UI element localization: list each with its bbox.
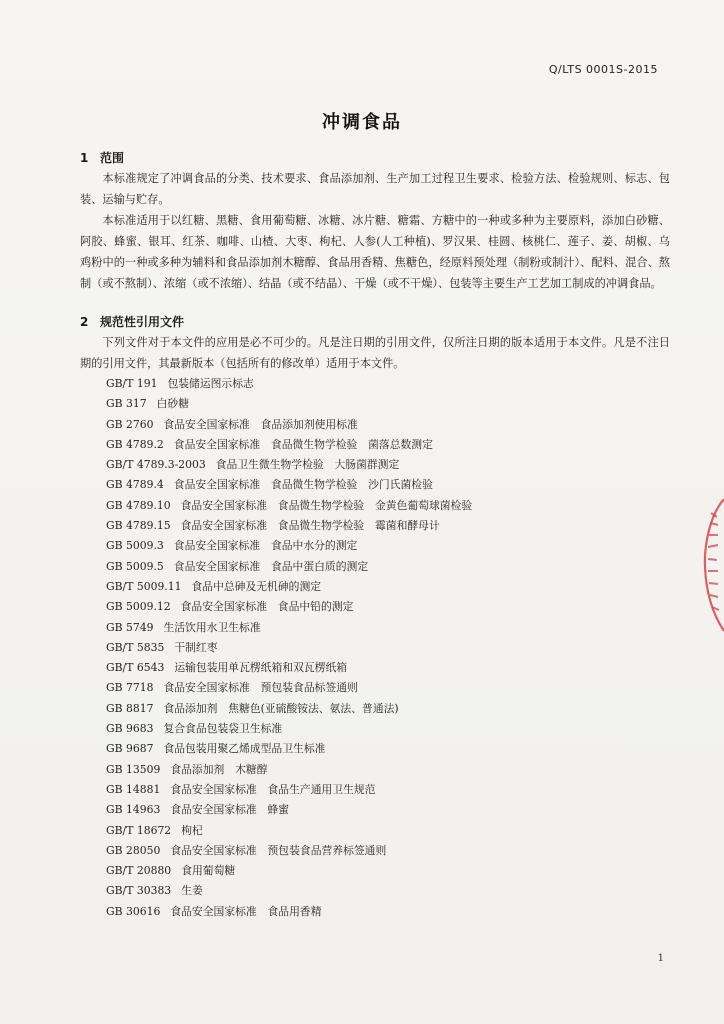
- reference-item: [106, 475, 472, 495]
- reference-title: 食品安全国家标准 食品微生物学检验 霉菌和酵母计: [180, 519, 440, 533]
- reference-item: [106, 374, 472, 394]
- reference-item: [106, 780, 472, 800]
- reference-item: [106, 435, 472, 455]
- reference-code: GB 4789.2: [106, 437, 164, 451]
- reference-item: [106, 394, 472, 414]
- reference-item: [106, 496, 472, 516]
- reference-item: [106, 618, 472, 638]
- reference-code: GB 8817: [106, 701, 154, 715]
- reference-item: [106, 597, 472, 617]
- reference-code: GB 4789.10: [106, 498, 171, 512]
- red-seal-stamp: [702, 495, 724, 635]
- reference-title: 食品安全国家标准 食品微生物学检验 菌落总数测定: [173, 437, 433, 451]
- reference-title: 食品安全国家标准 食品中蛋白质的测定: [173, 559, 369, 573]
- reference-item: [106, 699, 472, 719]
- reference-code: GB/T 191: [106, 377, 158, 390]
- reference-item: [106, 841, 472, 861]
- reference-title: 包装储运图示标志: [167, 377, 254, 390]
- section-2-paragraph-1: 下列文件对于本文件的应用是必不可少的。凡是注日期的引用文件，仅所注日期的版本适用于本文件。凡是不注日期的引用文件，其最新版本（包括所有的修改单）适用于本文件。: [80, 336, 670, 370]
- reference-title: 食用葡萄糖: [181, 864, 236, 878]
- reference-title: 生姜: [181, 884, 203, 898]
- section-2-heading: [80, 313, 184, 330]
- section-1-paragraph-1: 本标准规定了冲调食品的分类、技术要求、食品添加剂、生产加工过程卫生要求、检验方法、检验规则、标志、包装、运输与贮存。: [80, 172, 670, 206]
- section-1-heading: [80, 149, 124, 166]
- reference-title: 食品中总砷及无机砷的测定: [191, 579, 322, 593]
- reference-title: 食品添加剂 焦糖色(亚硫酸铵法、氨法、普通法): [163, 701, 399, 715]
- reference-title: 食品安全国家标准 食品添加剂使用标准: [163, 417, 358, 431]
- reference-item: [106, 415, 472, 435]
- reference-title: 食品安全国家标准 食品中铅的测定: [180, 600, 354, 614]
- reference-title: 运输包装用单瓦楞纸箱和双瓦楞纸箱: [174, 661, 348, 675]
- reference-title: 食品安全国家标准 食品微生物学检验 金黄色葡萄球菌检验: [180, 498, 473, 512]
- reference-item: [106, 902, 472, 922]
- reference-title: 食品安全国家标准 预包装食品标签通则: [163, 681, 358, 695]
- document-title: 冲调食品: [322, 112, 402, 133]
- reference-title: 生活饮用水卫生标准: [163, 620, 261, 634]
- reference-item: [106, 739, 472, 759]
- reference-title: 复合食品包装袋卫生标准: [163, 722, 283, 736]
- reference-item: [106, 536, 472, 556]
- reference-code: GB/T 4789.3-2003: [106, 458, 206, 472]
- reference-code: GB 9687: [106, 742, 154, 756]
- reference-code: GB/T 20880: [106, 864, 172, 878]
- reference-code: GB 13509: [106, 762, 161, 776]
- reference-code: GB 7718: [106, 681, 154, 695]
- reference-code: GB 5749: [106, 620, 154, 634]
- reference-code: GB 5009.5: [106, 559, 164, 573]
- reference-item: [106, 557, 472, 577]
- reference-code: GB/T 30383: [106, 884, 172, 898]
- reference-item: [106, 861, 472, 881]
- reference-title: 食品包装用聚乙烯成型品卫生标准: [163, 742, 326, 756]
- page-number: 1: [657, 953, 664, 964]
- reference-item: [106, 800, 472, 820]
- document-code: Q/LTS 0001S-2015: [548, 63, 658, 76]
- section-2-number: 2: [80, 315, 89, 329]
- reference-title: 白砂糖: [156, 397, 189, 411]
- reference-item: [106, 760, 472, 780]
- reference-code: GB 28050: [106, 843, 161, 857]
- reference-code: GB 4789.15: [106, 519, 171, 533]
- reference-code: GB 14963: [106, 803, 161, 817]
- reference-title: 食品安全国家标准 食品用香精: [170, 904, 322, 918]
- reference-item: [106, 577, 472, 597]
- reference-code: GB/T 5009.11: [106, 579, 182, 593]
- reference-item: [106, 638, 472, 658]
- reference-title: 枸杞: [181, 823, 203, 837]
- reference-item: [106, 881, 472, 901]
- section-1-paragraph-2: 本标准适用于以红糖、黑糖、食用葡萄糖、冰糖、冰片糖、糖霜、方糖中的一种或多种为主要原料，添加白砂糖、阿胶、蜂蜜、银耳、红茶、咖啡、山楂、大枣、枸杞、人参(人工种植)、罗汉果、桂圆、核桃仁、莲子、姜、胡椒、乌鸡粉中的一种或多种为辅料和食品添加剂木糖醇、食品用香精、焦糖色，经原料预处理（制粉或制汁）、配料、混合、熬制（或不熬制）、浓缩（或不浓缩）、结晶（或不结晶）、干燥（或不干燥）、包装等主要生产工艺加工制成的冲调食品。: [80, 214, 670, 290]
- reference-item: [106, 821, 472, 841]
- reference-title: 食品安全国家标准 食品生产通用卫生规范: [170, 782, 376, 796]
- reference-code: GB/T 18672: [106, 823, 172, 837]
- section-2-title: 规范性引用文件: [100, 315, 185, 329]
- reference-code: GB 4789.4: [106, 478, 164, 492]
- reference-title: 食品卫生微生物学检验 大肠菌群测定: [215, 458, 400, 472]
- reference-list: [106, 374, 472, 922]
- reference-code: GB 5009.12: [106, 600, 171, 614]
- reference-item: [106, 516, 472, 536]
- reference-title: 食品安全国家标准 食品微生物学检验 沙门氏菌检验: [173, 478, 433, 492]
- reference-item: [106, 678, 472, 698]
- reference-code: GB/T 5835: [106, 640, 165, 654]
- reference-code: GB 317: [106, 397, 147, 411]
- reference-title: 干制红枣: [174, 640, 218, 654]
- section-1-number: 1: [80, 151, 89, 165]
- reference-code: GB 9683: [106, 722, 154, 736]
- reference-title: 食品添加剂 木糖醇: [170, 762, 268, 776]
- reference-title: 食品安全国家标准 蜂蜜: [170, 803, 290, 817]
- section-1-title: 范围: [100, 151, 125, 165]
- reference-item: [106, 719, 472, 739]
- reference-code: GB 14881: [106, 782, 161, 796]
- reference-code: GB 30616: [106, 904, 161, 918]
- reference-code: GB/T 6543: [106, 661, 165, 675]
- reference-item: [106, 658, 472, 678]
- reference-code: GB 5009.3: [106, 539, 164, 553]
- reference-item: [106, 455, 472, 475]
- reference-title: 食品安全国家标准 预包装食品营养标签通则: [170, 843, 387, 857]
- reference-title: 食品安全国家标准 食品中水分的测定: [173, 539, 358, 553]
- reference-code: GB 2760: [106, 417, 154, 431]
